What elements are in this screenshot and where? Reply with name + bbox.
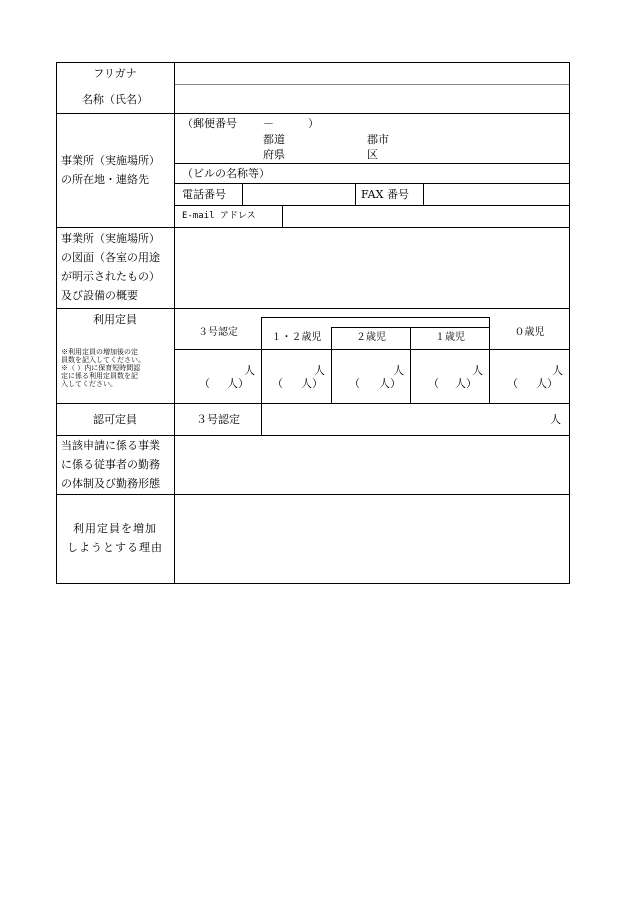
floorplan-label-line-4: 及び設備の概要: [61, 289, 138, 302]
name-label: 名称（氏名）: [82, 93, 148, 106]
phone-label: 電話番号: [182, 188, 226, 201]
capacity-age12-cell[interactable]: [262, 350, 331, 403]
fax-label: FAX 番号: [361, 188, 409, 201]
prefecture-label-bottom: 府県: [263, 148, 285, 161]
location-label-line-2: の所在地・連絡先: [61, 173, 149, 186]
reason-label: [56, 519, 174, 557]
capacity-age0-cell[interactable]: [490, 350, 569, 403]
floorplan-label-line-2: の図面（各室の用途: [61, 251, 160, 264]
fax-input[interactable]: [424, 184, 569, 205]
reason-label-line-2: しようとする理由: [67, 541, 163, 554]
capacity-age2-paren-open: （: [349, 377, 360, 390]
email-label: E-mail アドレス: [182, 211, 256, 221]
divider-fax-label: [355, 183, 356, 206]
capacity-cert3-cell[interactable]: [175, 350, 261, 403]
approved-cert3-label: ３号認定: [196, 413, 240, 426]
approved-capacity-person: 人: [550, 413, 561, 426]
floorplan-label-line-3: が明示されたもの）: [61, 270, 160, 283]
capacity-age2-person: 人: [393, 364, 404, 377]
city-label-bottom: 区: [367, 148, 378, 161]
location-label-line-1: 事業所（実施場所）: [61, 154, 160, 167]
furigana-label: フリガナ: [93, 67, 137, 80]
name-input[interactable]: [175, 85, 569, 113]
capacity-age12-paren-open: （: [272, 377, 283, 390]
city-label-top: 郡市: [367, 133, 389, 146]
phone-input[interactable]: [243, 184, 355, 205]
capacity-age2-paren-person: 人）: [379, 377, 401, 390]
capacity-age0-paren-open: （: [507, 377, 518, 390]
staff-label-line-2: に係る従事者の勤務: [61, 458, 160, 471]
capacity-age12-person: 人: [314, 364, 325, 377]
capacity-age2-cell[interactable]: [332, 350, 410, 403]
approved-capacity-label: 認可定員: [93, 413, 137, 426]
capacity-age2-header: ２歳児: [356, 332, 386, 343]
capacity-age0-header: ０歳児: [514, 327, 545, 338]
staff-label-line-1: 当該申請に係る事業: [61, 439, 160, 452]
capacity-note-line-2: 員数を記入してください。: [61, 356, 145, 364]
capacity-note-line-3: ※（ ）内に保育短時間認: [61, 364, 141, 372]
prefecture-label-top: 都道: [263, 133, 285, 146]
staff-input[interactable]: [175, 436, 569, 494]
capacity-cert3-paren-open: （: [199, 377, 210, 390]
capacity-age0-paren-person: 人）: [536, 377, 558, 390]
email-input[interactable]: [283, 206, 569, 227]
capacity-cert3-paren-person: 人）: [227, 377, 249, 390]
divider-floorplan: [56, 308, 570, 309]
approved-capacity-input[interactable]: [262, 404, 569, 435]
postal-code-label: （郵便番号: [182, 117, 237, 130]
border-right: [569, 62, 570, 584]
postal-code-close: ）: [308, 117, 319, 130]
capacity-note-line-1: ※利用定員の増加後の定: [61, 348, 138, 356]
capacity-label: 利用定員: [93, 313, 137, 326]
capacity-age1-person: 人: [472, 364, 483, 377]
capacity-age1-header: １歳児: [435, 332, 465, 343]
capacity-age12-header: １・２歳児: [271, 332, 322, 343]
capacity-note-line-4: 定に係る利用定員数を記: [61, 372, 138, 380]
location-label: [61, 151, 173, 189]
capacity-cert3-person: 人: [244, 364, 255, 377]
capacity-age1-cell[interactable]: [411, 350, 489, 403]
capacity-age0-person: 人: [552, 364, 563, 377]
border-bottom: [56, 583, 570, 584]
divider-cap-top: [261, 317, 490, 318]
floorplan-label: [61, 229, 173, 305]
building-name-label: （ビルの名称等）: [182, 167, 270, 180]
capacity-note-line-5: 入してください。: [61, 380, 117, 388]
staff-label-line-3: の体制及び勤務形態: [61, 477, 160, 490]
capacity-note: [61, 348, 173, 388]
floorplan-label-line-1: 事業所（実施場所）: [61, 232, 160, 245]
postal-code-dash: －: [263, 117, 274, 130]
floorplan-input[interactable]: [175, 228, 569, 308]
capacity-age1-paren-open: （: [428, 377, 439, 390]
reason-input[interactable]: [175, 495, 569, 583]
capacity-age1-paren-person: 人）: [455, 377, 477, 390]
capacity-age12-paren-person: 人）: [301, 377, 323, 390]
furigana-input[interactable]: [175, 63, 569, 84]
staff-label: [61, 436, 173, 493]
reason-label-line-1: 利用定員を増加: [73, 522, 157, 535]
capacity-cert3-header: ３号認定: [198, 327, 238, 338]
